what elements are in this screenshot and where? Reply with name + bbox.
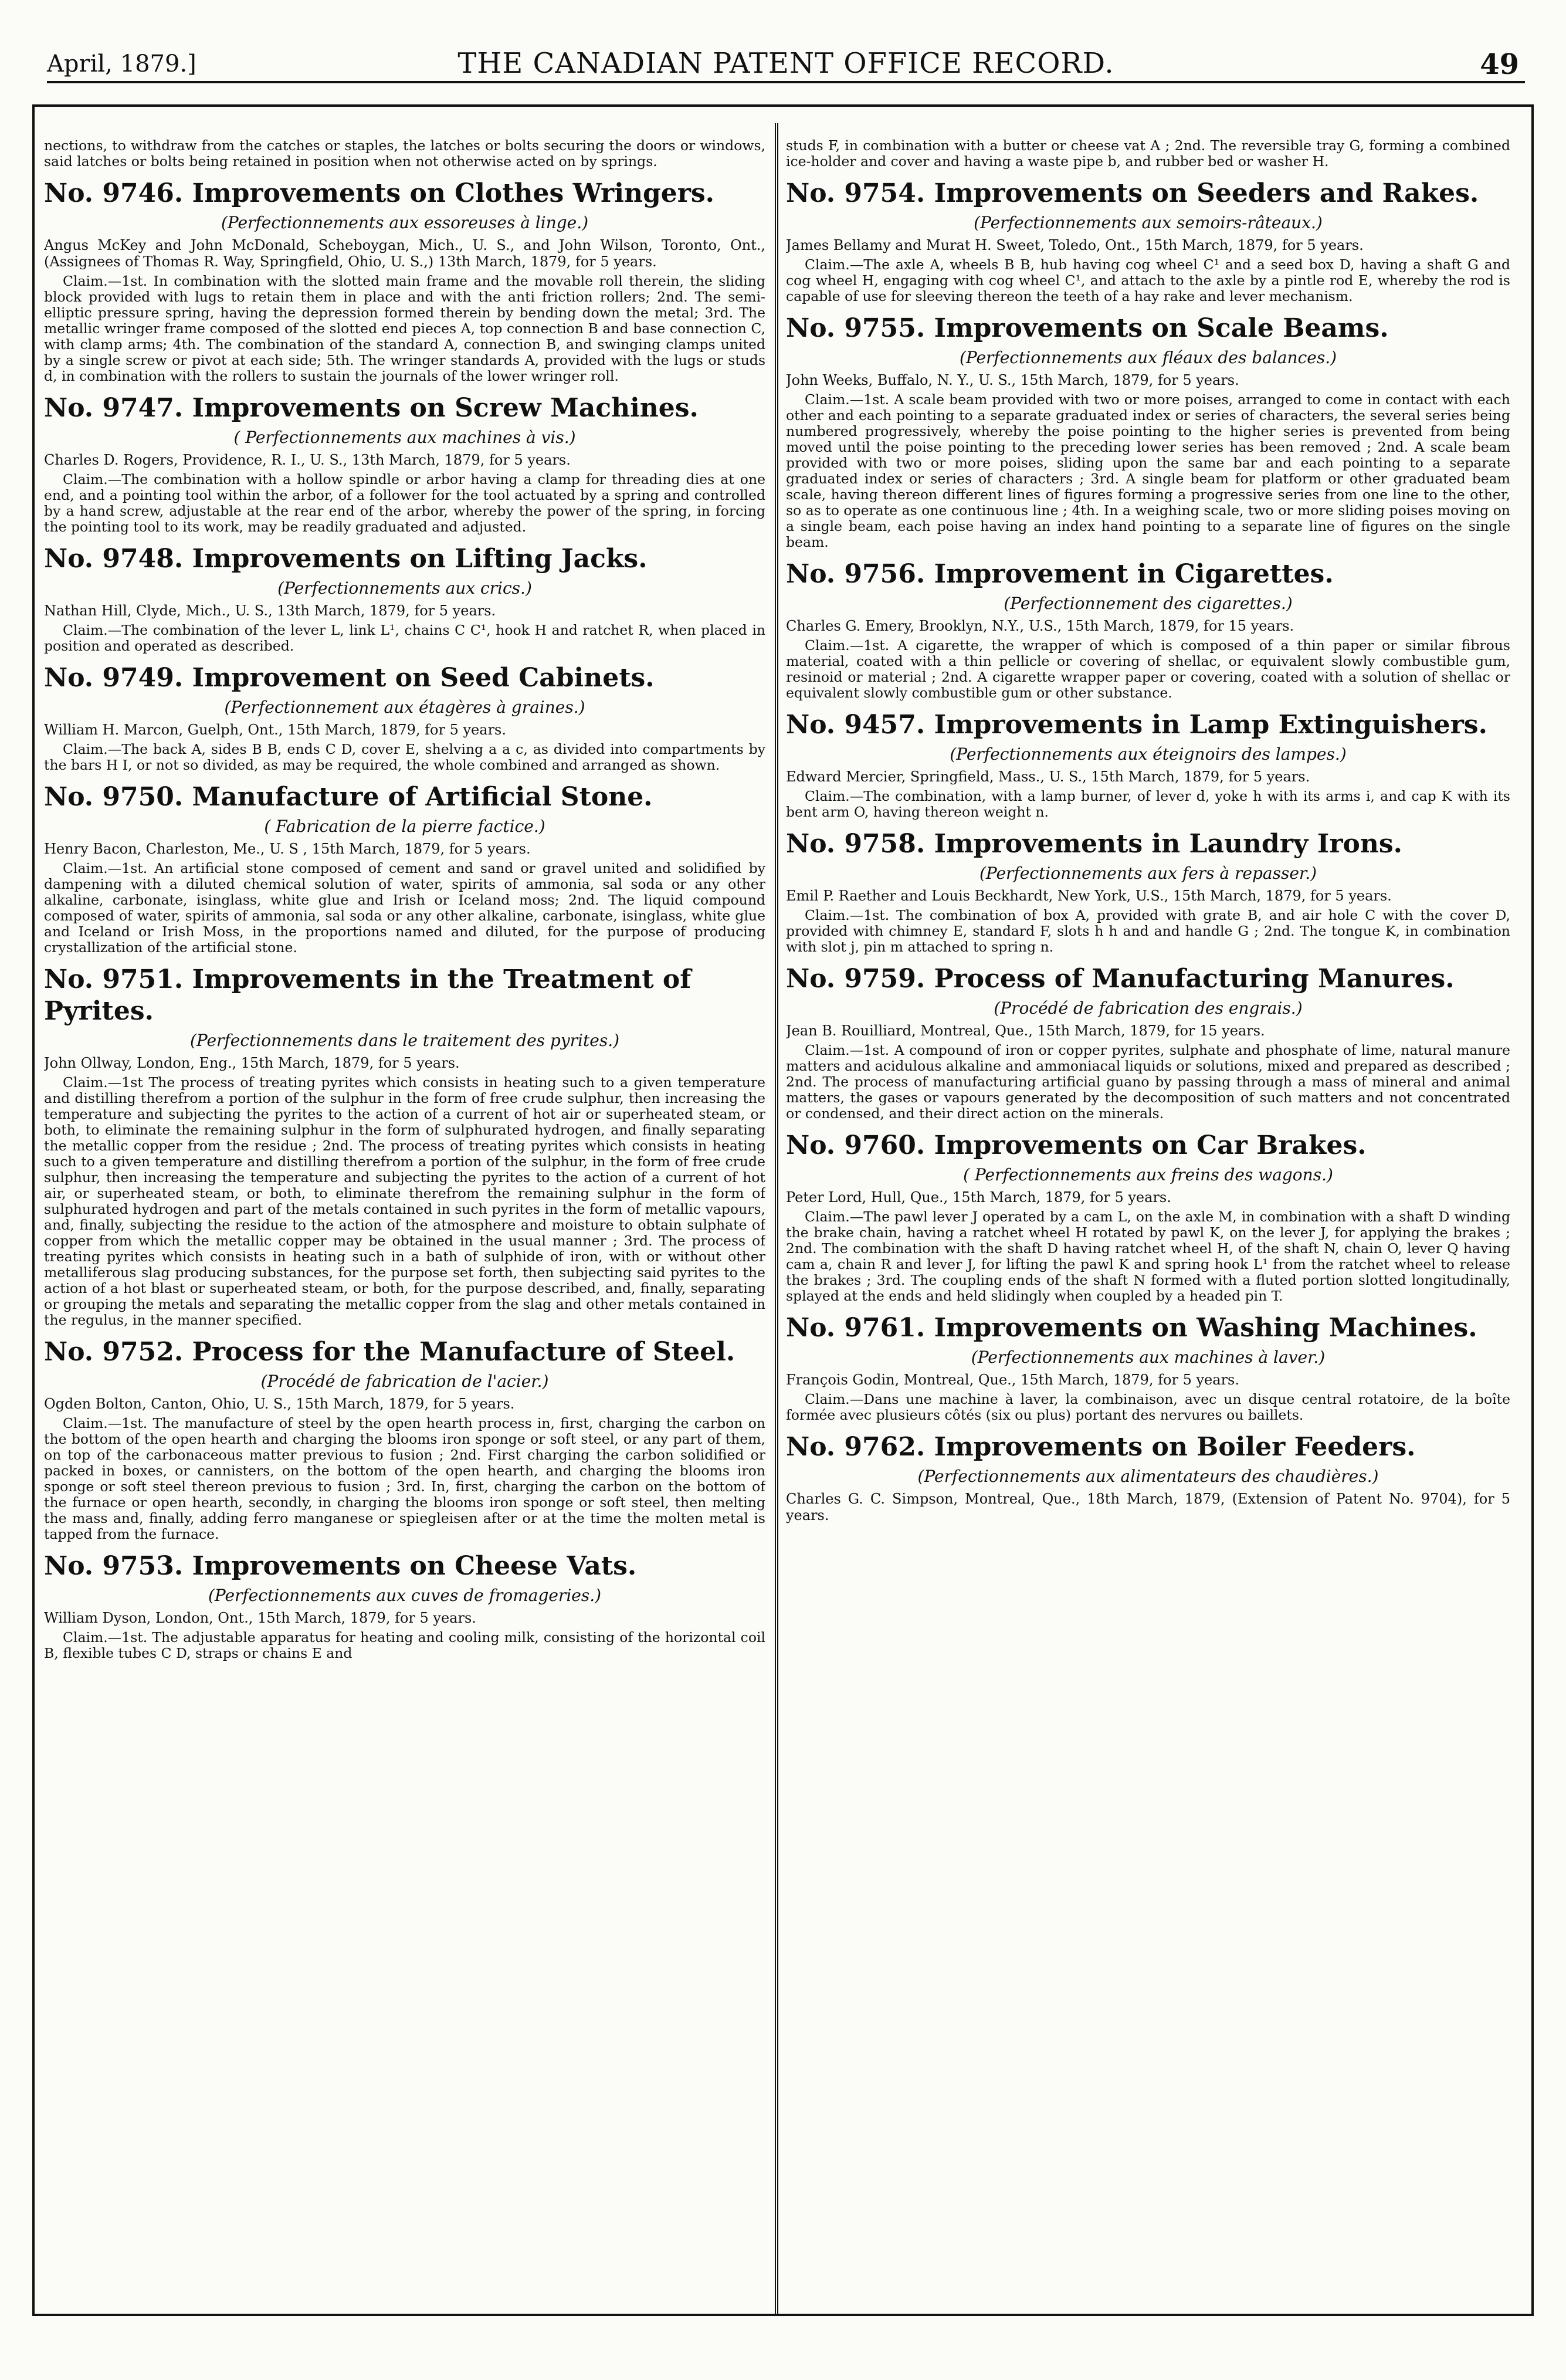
patent-french-title: (Perfectionnements aux semoirs-râteaux.): [974, 213, 1323, 232]
patent-9755: [786, 313, 1510, 550]
patent-claim: Claim.—Dans une machine à laver, la combinaison, avec un disque central rotatoire, de la boîte formée avec plusieurs côtés (six ou plus) portant des nervures ou baillets.: [786, 1391, 1510, 1423]
patent-title: No. 9457. Improvements in Lamp Extinguishers.: [786, 710, 1487, 740]
patent-title: No. 9753. Improvements on Cheese Vats.: [44, 1551, 637, 1581]
patent-9749: [44, 662, 765, 773]
patent-9756: [786, 558, 1510, 701]
patent-claim: Claim.—The combination, with a lamp burner, of lever d, yoke h with its arms i, and cap K with its bent arm O, having thereon weight n.: [786, 788, 1510, 820]
patent-title: No. 9754. Improvements on Seeders and Rakes.: [786, 178, 1479, 208]
patent-9760: [786, 1130, 1510, 1304]
patent-inventors: Charles G. Emery, Brooklyn, N.Y., U.S., 15th March, 1879, for 15 years.: [786, 618, 1294, 634]
patent-9753: [44, 1550, 765, 1661]
patent-french-title: (Perfectionnements aux cuves de fromageries.): [208, 1586, 602, 1605]
patent-9762: [786, 1431, 1510, 1524]
patent-french-title: (Procédé de fabrication de l'acier.): [260, 1372, 549, 1391]
patent-french-title: (Perfectionnement des cigarettes.): [1004, 594, 1293, 613]
patent-french-title: ( Perfectionnements aux freins des wagons.): [963, 1165, 1333, 1184]
patent-title: No. 9758. Improvements in Laundry Irons.: [786, 829, 1402, 859]
patent-9751: [44, 964, 765, 1328]
patent-inventors: Jean B. Rouilliard, Montreal, Que., 15th March, 1879, for 15 years.: [786, 1023, 1265, 1039]
patent-title: No. 9759. Process of Manufacturing Manures.: [786, 964, 1455, 994]
patent-title: No. 9760. Improvements on Car Brakes.: [786, 1130, 1367, 1160]
patent-french-title: (Perfectionnements aux fléaux des balances.): [959, 348, 1337, 367]
patent-inventors: Charles G. C. Simpson, Montreal, Que., 18th March, 1879, (Extension of Patent No. 9704), for 5 years.: [786, 1491, 1510, 1524]
patent-claim: Claim.—1st. A compound of iron or copper pyrites, sulphate and phosphate of lime, natural manure matters and acidulous alkaline and ammoniacal liquids or solutions, mixed and prepared as described ; 2nd. The process of manufacturing artificial guano by passing through a mass of mineral and animal matters, the gases or vapours generated by the decomposition of such matters and not concentrated or condensed, and their direct action on the minerals.: [786, 1042, 1510, 1122]
column-rule: [775, 123, 778, 2314]
patent-inventors: Emil P. Raether and Louis Beckhardt, New York, U.S., 15th March, 1879, for 5 years.: [786, 888, 1392, 904]
patent-9747: [44, 392, 765, 535]
patent-title: No. 9761. Improvements on Washing Machines.: [786, 1313, 1477, 1343]
patent-claim: Claim.—1st. A cigarette, the wrapper of which is composed of a thin paper or similar fibrous material, coated with a thin pellicle or covering of shellac, or equivalent slowly combustible gum, resinoid or material ; 2nd. A cigarette wrapper paper or covering, coated with a solution of shellac or equivalent slowly combustible gum or other substance.: [786, 637, 1510, 701]
patent-french-title: (Perfectionnements aux essoreuses à linge.): [221, 213, 589, 232]
patent-claim: Claim.—1st The process of treating pyrites which consists in heating such to a given temperature and distilling therefrom a portion of the sulphur in the form of free crude sulphur, then increasing the temperature and subjecting the pyrites to the action of a current of hot air or superheated steam, or both, to eliminate the remaining sulphur in the form of sulphurated hydrogen, and finally separating the metallic copper from the residue ; 2nd. The process of treating pyrites which consists in heating such to a given temperature and distilling therefrom a portion of the sulphur, in the form of free crude sulphur, then increasing the temperature and subjecting the pyrites to the action of a current of hot air, or superheated steam, or both, to eliminate therefrom the remaining sulphur in the form of sulphurated hydrogen and part of the metals contained in such pyrites in the form of metallic vapours, and, finally, subjecting the residue to the action of the atmosphere and moisture to obtain sulphate of copper from which the metallic copper may be obtained in the usual manner ; 3rd. The process of treating pyrites which consists in heating such in a bath of sulphide of iron, with or without other metalliferous slag producing substances, for the purpose set forth, then subjecting said pyrites to the action of a hot blast or superheated steam, or both, for the purpose described, and, finally, separating or grouping the metals and separating the metallic copper from the slag and other metals contained in the regulus, in the manner specified.: [44, 1074, 765, 1328]
page-number: 49: [1480, 48, 1519, 81]
patent-9758: [786, 828, 1510, 955]
patent-title: No. 9750. Manufacture of Artificial Stone.: [44, 782, 653, 812]
patent-title: No. 9756. Improvement in Cigarettes.: [786, 559, 1334, 589]
patent-french-title: ( Perfectionnements aux machines à vis.): [233, 428, 576, 447]
patent-title: No. 9746. Improvements on Clothes Wringers.: [44, 178, 714, 208]
patent-french-title: ( Fabrication de la pierre factice.): [264, 817, 545, 836]
patent-french-title: (Perfectionnements aux fers à repasser.): [979, 864, 1317, 883]
patent-claim: Claim.—1st. The adjustable apparatus for heating and cooling milk, consisting of the horizontal coil B, flexible tubes C D, straps or chains E and: [44, 1629, 765, 1661]
patent-9752: [44, 1336, 765, 1542]
patent-claim: Claim.—The axle A, wheels B B, hub having cog wheel C¹ and a seed box D, having a shaft G and cog wheel H, engaging with cog wheel C¹, and attach to the axle by a pintle rod E, whereby the rod is capable of use for sleeving thereon the teeth of a hay rake and lever mechanism.: [786, 256, 1510, 304]
patent-claim: Claim.—1st. An artificial stone composed of cement and sand or gravel united and solidified by dampening with a diluted chemical solution of water, spirits of ammonia, sal soda or any other alkaline, carbonate, isinglass, white glue and Irish or Iceland moss; 2nd. The liquid compound composed of water, spirits of ammonia, sal soda or any other alkaline, carbonate, isinglass, white glue and Iceland or Irish Moss, in the proportions named and diluted, for the purpose of producing crystallization of the artificial stone.: [44, 860, 765, 956]
patent-inventors: Angus McKey and John McDonald, Scheboygan, Mich., U. S., and John Wilson, Toronto, Ont., (Assignees of Thomas R. Way, Springfield, Ohio, U. S.,) 13th March, 1879, for 5 years.: [44, 237, 765, 270]
patent-title: No. 9748. Improvements on Lifting Jacks.: [44, 544, 648, 574]
patent-french-title: (Procédé de fabrication des engrais.): [994, 998, 1303, 1018]
patent-9759: [786, 963, 1510, 1122]
patent-inventors: Nathan Hill, Clyde, Mich., U. S., 13th March, 1879, for 5 years.: [44, 602, 496, 619]
header-title: THE CANADIAN PATENT OFFICE RECORD.: [457, 47, 1114, 80]
header-date: April, 1879.]: [47, 50, 196, 77]
continued-text: nections, to withdraw from the catches or staples, the latches or bolts securing the doors or windows, said latches or bolts being retained in position when not otherwise acted on by springs.: [44, 138, 765, 170]
patent-9750: [44, 781, 765, 956]
patent-inventors: James Bellamy and Murat H. Sweet, Toledo, Ont., 15th March, 1879, for 5 years.: [786, 237, 1364, 253]
left-column: [44, 138, 765, 2308]
patent-inventors: William Dyson, London, Ont., 15th March, 1879, for 5 years.: [44, 1610, 476, 1626]
patent-inventors: Ogden Bolton, Canton, Ohio, U. S., 15th March, 1879, for 5 years.: [44, 1396, 515, 1412]
patent-inventors: Charles D. Rogers, Providence, R. I., U. S., 13th March, 1879, for 5 years.: [44, 452, 571, 468]
patent-inventors: François Godin, Montreal, Que., 15th March, 1879, for 5 years.: [786, 1372, 1239, 1388]
patent-9748: [44, 543, 765, 654]
patent-french-title: (Perfectionnements dans le traitement des pyrites.): [189, 1031, 620, 1050]
patent-title: No. 9755. Improvements on Scale Beams.: [786, 313, 1389, 343]
patent-french-title: (Perfectionnements aux éteignoirs des lampes.): [950, 744, 1347, 764]
patent-9457: [786, 709, 1510, 820]
patent-9746: [44, 178, 765, 384]
right-column: [786, 138, 1510, 2308]
patent-inventors: Edward Mercier, Springfield, Mass., U. S., 15th March, 1879, for 5 years.: [786, 768, 1310, 785]
patent-title: No. 9751. Improvements in the Treatment of Pyrites.: [44, 964, 692, 1026]
patent-claim: Claim.—1st. The manufacture of steel by the open hearth process in, first, charging the carbon on the bottom of the open hearth and charging the blooms iron sponge or soft steel, or any part of them, on top of the carbonaceous matter previous to fusion ; 2nd. First charging the carbon solidified or packed in boxes, or cannisters, on the bottom of the open hearth, and charging the blooms iron sponge or soft steel thereon previous to fusion ; 3rd. In, first, charging the carbon on the bottom of the furnace or open hearth, secondly, in charging the blooms iron sponge or soft steel, then melting the mass and, finally, adding ferro manganese or spiegleisen after or at the time the molten metal is tapped from the furnace.: [44, 1415, 765, 1542]
patent-claim: Claim.—1st. The combination of box A, provided with grate B, and air hole C with the cover D, provided with chimney E, standard F, slots h h and and handle G ; 2nd. The tongue K, in combination with slot j, pin m attached to spring n.: [786, 907, 1510, 955]
patent-inventors: Peter Lord, Hull, Que., 15th March, 1879, for 5 years.: [786, 1189, 1171, 1206]
patent-title: No. 9749. Improvement on Seed Cabinets.: [44, 663, 655, 693]
patent-claim: Claim.—The combination with a hollow spindle or arbor having a clamp for threading dies at one end, and a pointing tool within the arbor, of a follower for the tool actuated by a spring and controlled by a hand screw, adjustable at the rear end of the arbor, whereby the power of the spring, in forcing the pointing tool to its work, may be readily graduated and adjusted.: [44, 471, 765, 535]
patent-french-title: (Perfectionnement aux étagères à graines.): [224, 698, 585, 717]
patent-title: No. 9747. Improvements on Screw Machines.: [44, 393, 699, 423]
patent-claim: Claim.—The combination of the lever L, link L¹, chains C C¹, hook H and ratchet R, when placed in position and operated as described.: [44, 622, 765, 654]
patent-9761: [786, 1312, 1510, 1423]
patent-9754: [786, 178, 1510, 304]
running-header: [47, 46, 1525, 83]
patent-claim: Claim.—1st. In combination with the slotted main frame and the movable roll therein, the sliding block provided with lugs to retain them in place and with the anti friction rollers; 2nd. The semi-elliptic pressure spring, having the depression formed therein by bending down the metal; 3rd. The metallic wringer frame composed of the slotted end pieces A, top connection B and base connection C, with clamp arms; 4th. The combination of the standard A, connection B, and swinging clamps united by a single screw or pivot at each side; 5th. The wringer standards A, provided with the lugs or studs d, in combination with the rollers to sustain the journals of the lower wringer roll.: [44, 273, 765, 384]
patent-inventors: William H. Marcon, Guelph, Ont., 15th March, 1879, for 5 years.: [44, 722, 506, 738]
patent-claim: Claim.—The back A, sides B B, ends C D, cover E, shelving a a c, as divided into compartments by the bars H I, or not so divided, as may be required, the whole combined and arranged as shown.: [44, 741, 765, 773]
patent-french-title: (Perfectionnements aux alimentateurs des chaudières.): [917, 1467, 1379, 1486]
continued-text: studs F, in combination with a butter or cheese vat A ; 2nd. The reversible tray G, forming a combined ice-holder and cover and having a waste pipe b, and rubber bed or washer H.: [786, 138, 1510, 170]
patent-inventors: Henry Bacon, Charleston, Me., U. S , 15th March, 1879, for 5 years.: [44, 841, 531, 857]
patent-french-title: (Perfectionnements aux machines à laver.): [971, 1348, 1326, 1367]
patent-claim: Claim.—1st. A scale beam provided with two or more poises, arranged to come in contact with each other and each pointing to a separate graduated index or series of characters, the several series being numbered progressively, whereby the poise pointing to the higher series is prevented from being moved until the poise pointing to the preceding lower series has been removed ; 2nd. A scale beam provided with two or more poises, sliding upon the same bar and each pointing to a separate graduated index or series of characters ; 3rd. A single beam for platform or other graduated beam scale, having thereon different lines of figures forming a progressive series from one line to the other, so as to operate as one continuous line ; 4th. In a weighing scale, two or more sliding poises moving on a single beam, each poise having an index hand pointing to a separate line of figures on the single beam.: [786, 391, 1510, 550]
patent-claim: Claim.—The pawl lever J operated by a cam L, on the axle M, in combination with a shaft D winding the brake chain, having a ratchet wheel H rotated by pawl K, on the lever J, for applying the brakes ; 2nd. The combination with the shaft D having ratchet wheel H, of the shaft N, chain O, lever Q having cam a, chain R and lever J, for lifting the pawl K and spring hook L¹ from the ratchet wheel to release the brakes ; 3rd. The coupling ends of the shaft N formed with a fluted portion slotted longitudinally, splayed at the ends and held slidingly when coupled by a headed pin T.: [786, 1208, 1510, 1304]
patent-inventors: John Weeks, Buffalo, N. Y., U. S., 15th March, 1879, for 5 years.: [786, 372, 1239, 388]
patent-title: No. 9752. Process for the Manufacture of Steel.: [44, 1337, 735, 1367]
patent-inventors: John Ollway, London, Eng., 15th March, 1879, for 5 years.: [44, 1055, 460, 1071]
patent-french-title: (Perfectionnements aux crics.): [277, 578, 532, 598]
patent-title: No. 9762. Improvements on Boiler Feeders.: [786, 1432, 1416, 1462]
